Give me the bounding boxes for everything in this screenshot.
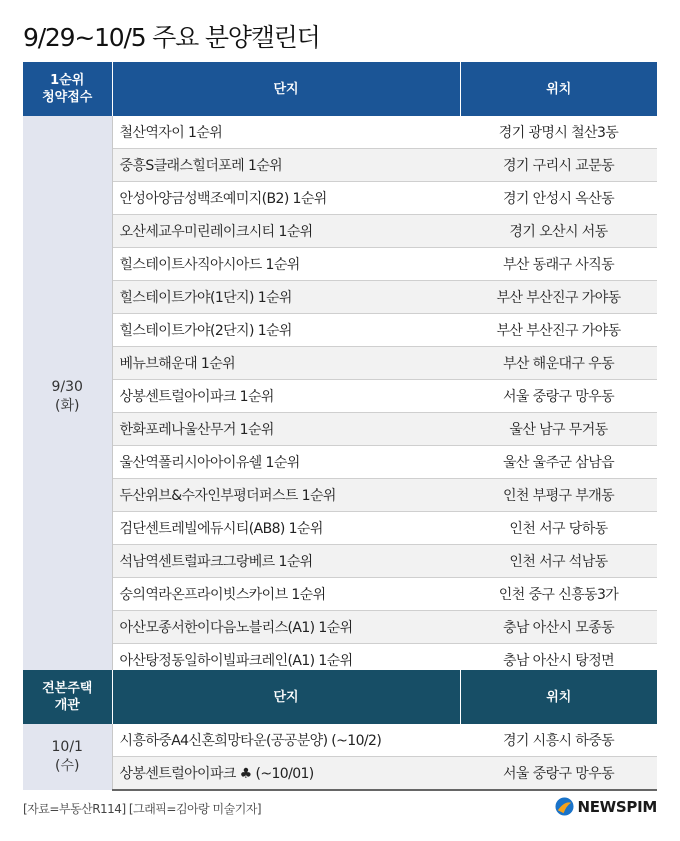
complex-location: 인천 서구 당하동 [460,512,657,545]
header-complex: 단지 [112,62,460,116]
table-header [23,670,657,724]
table-row [23,380,657,413]
complex-location: 서울 중랑구 망우동 [460,380,657,413]
table-row [23,116,657,149]
complex-location: 서울 중랑구 망우동 [460,757,657,791]
complex-name: 시흥하중A4신혼희망타운(공공분양) (~10/2) [112,724,460,757]
header-date-line2: 개관 [54,698,80,713]
complex-location: 경기 시흥시 하중동 [460,724,657,757]
complex-name: 힐스테이트가야(2단지) 1순위 [112,314,460,347]
complex-name: 오산세교우미린레이크시티 1순위 [112,215,460,248]
complex-location: 인천 서구 석남동 [460,545,657,578]
table-row [23,512,657,545]
table-row [23,757,657,791]
header-date [23,62,112,116]
complex-name: 상봉센트럴아이파크 ♣ (~10/01) [112,757,460,791]
complex-name: 힐스테이트사직아시아드 1순위 [112,248,460,281]
complex-location: 경기 광명시 철산3동 [460,116,657,149]
table-row [23,347,657,380]
complex-name: 울산역폴리시아아이유쉘 1순위 [112,446,460,479]
model-house-table [23,670,657,791]
date-line2: (화) [55,397,80,414]
complex-name: 상봉센트럴아이파크 1순위 [112,380,460,413]
table-row [23,578,657,611]
table-row [23,281,657,314]
table-row [23,182,657,215]
date-line1: 9/30 [51,378,83,395]
date-line1: 10/1 [51,739,83,755]
complex-name: 아산탕정동일하이빌파크레인(A1) 1순위 [112,644,460,678]
date-line2: (수) [55,758,80,774]
newspim-logo-icon [555,797,574,816]
newspim-logo [555,797,657,816]
complex-location: 부산 동래구 사직동 [460,248,657,281]
complex-location: 경기 오산시 서동 [460,215,657,248]
complex-location: 인천 부평구 부개동 [460,479,657,512]
header-location: 위치 [460,62,657,116]
table-row [23,479,657,512]
complex-location: 울산 남구 무거동 [460,413,657,446]
complex-name: 힐스테이트가야(1단지) 1순위 [112,281,460,314]
complex-name: 중흥S클래스힐더포레 1순위 [112,149,460,182]
complex-name: 두산위브&수자인부평더퍼스트 1순위 [112,479,460,512]
page-title: 9/29~10/5 주요 분양캘린더 [23,23,320,52]
header-date-line2: 청약접수 [42,90,93,105]
table-row [23,314,657,347]
header-complex: 단지 [112,670,460,724]
table-row [23,446,657,479]
complex-location: 인천 중구 신흥동3가 [460,578,657,611]
complex-name: 철산역자이 1순위 [112,116,460,149]
header-location: 위치 [460,670,657,724]
complex-location: 부산 해운대구 우동 [460,347,657,380]
header-date [23,670,112,724]
table-row [23,545,657,578]
complex-location: 울산 울주군 삼남읍 [460,446,657,479]
complex-location: 부산 부산진구 가야동 [460,314,657,347]
complex-location: 충남 아산시 모종동 [460,611,657,644]
table-row [23,149,657,182]
date-cell [23,116,112,677]
date-cell [23,724,112,790]
header-date-line1: 1순위 [50,73,85,88]
complex-location: 경기 구리시 교문동 [460,149,657,182]
complex-location: 충남 아산시 탕정면 [460,644,657,678]
subscription-table [23,62,657,678]
table-row [23,724,657,757]
logo-text: NEWSPIM [577,797,657,816]
table-row [23,215,657,248]
table-row [23,413,657,446]
complex-location: 경기 안성시 옥산동 [460,182,657,215]
complex-name: 숭의역라온프라이빗스카이브 1순위 [112,578,460,611]
complex-name: 석남역센트럴파크그랑베르 1순위 [112,545,460,578]
complex-name: 안성아양금성백조예미지(B2) 1순위 [112,182,460,215]
complex-location: 부산 부산진구 가야동 [460,281,657,314]
complex-name: 검단센트레빌에듀시티(AB8) 1순위 [112,512,460,545]
complex-name: 베뉴브해운대 1순위 [112,347,460,380]
complex-name: 한화포레나울산무거 1순위 [112,413,460,446]
table-row [23,611,657,644]
table-header [23,62,657,116]
source-credit: [자료=부동산R114] [그래픽=김아랑 미술기자] [23,802,262,816]
table-row [23,248,657,281]
header-date-line1: 견본주택 [42,681,93,696]
complex-name: 아산모종서한이다음노블리스(A1) 1순위 [112,611,460,644]
